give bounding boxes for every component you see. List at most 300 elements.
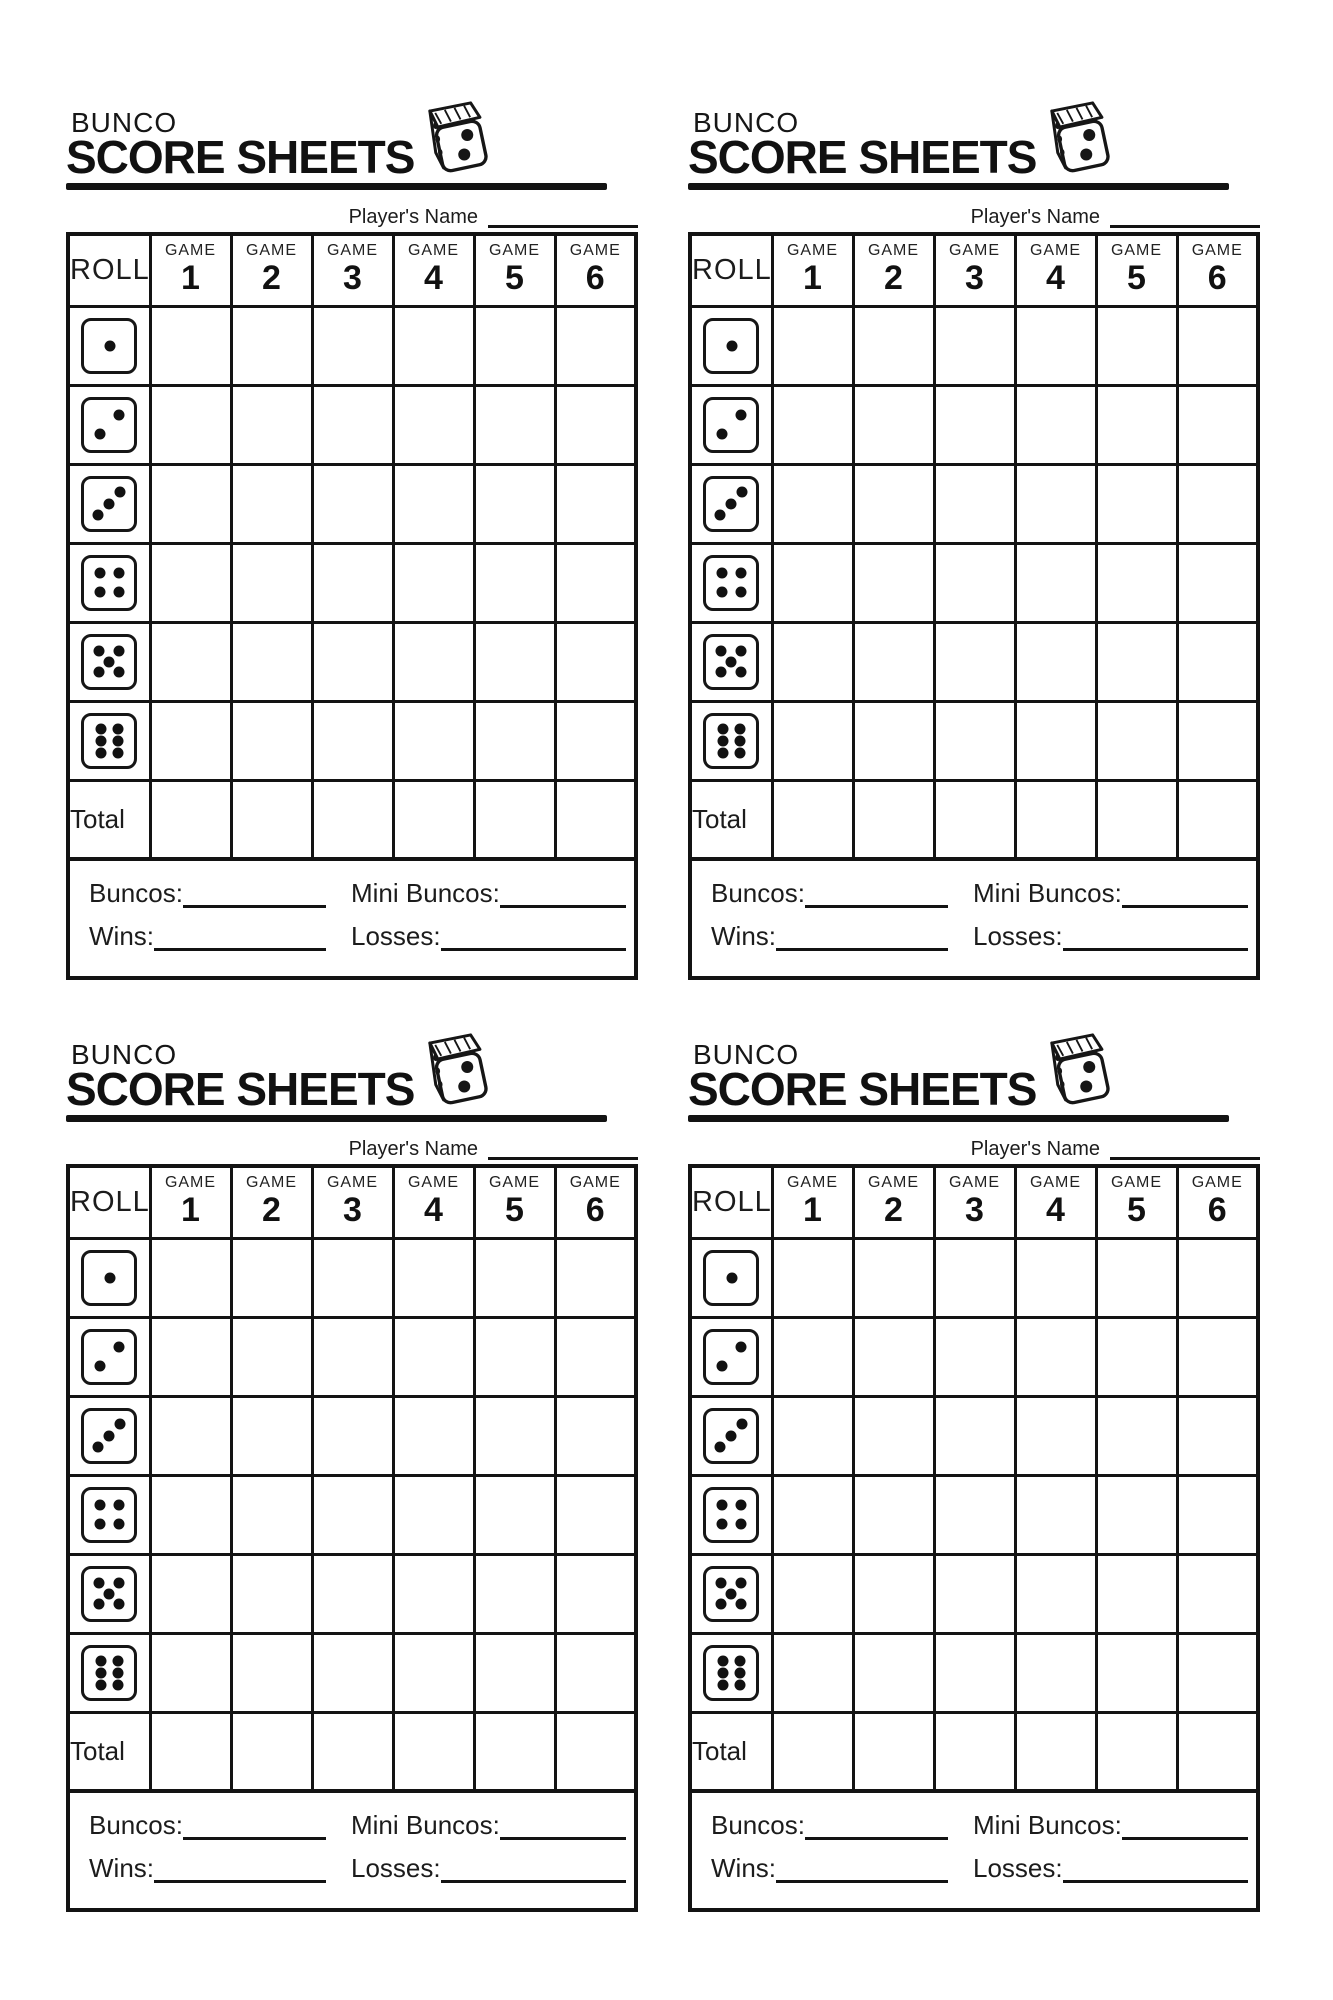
score-cell-die1-game3[interactable] [934,306,1015,385]
title-rule [66,183,607,190]
score-cell-die1-game3[interactable] [312,1238,393,1317]
game-label: GAME [326,1174,379,1191]
player-name-row [66,205,638,228]
die-pip [725,1431,736,1442]
total-cell-game1[interactable] [150,780,231,859]
score-cell-die4-game3[interactable] [934,543,1015,622]
die-pip [95,1667,106,1678]
total-cell-game5[interactable] [1096,780,1177,859]
wins-line[interactable] [154,1859,326,1883]
score-cell-die6-game4[interactable] [393,1633,474,1712]
total-cell-game2[interactable] [853,1712,934,1791]
score-cell-die4-game6[interactable] [1177,543,1258,622]
buncos-line[interactable] [805,1816,948,1840]
game-number: 2 [262,259,281,297]
score-cell-die5-game4[interactable] [1015,622,1096,701]
score-cell-die2-game5[interactable] [1096,385,1177,464]
die-face-3-icon [703,476,759,532]
score-cell-die3-game4[interactable] [1015,464,1096,543]
buncos-field [89,1810,326,1840]
score-cell-die5-game6[interactable] [555,622,636,701]
score-cell-die4-game4[interactable] [1015,1475,1096,1554]
score-cell-die1-game6[interactable] [555,1238,636,1317]
die-pip [734,747,745,758]
score-cell-die3-game4[interactable] [393,464,474,543]
score-cell-die6-game3[interactable] [312,1633,393,1712]
mini-buncos-line[interactable] [1122,884,1248,908]
score-cell-die1-game4[interactable] [393,1238,474,1317]
score-cell-die1-game4[interactable] [1015,306,1096,385]
mini-buncos-field [973,878,1248,908]
score-cell-die3-game3[interactable] [934,464,1015,543]
score-cell-die6-game4[interactable] [1015,1633,1096,1712]
total-cell-game3[interactable] [312,780,393,859]
score-cell-die2-game4[interactable] [393,1317,474,1396]
score-cell-die5-game4[interactable] [393,1554,474,1633]
mini-buncos-label: Mini Buncos: [351,1810,500,1840]
game-number: 4 [1046,1191,1065,1229]
player-name-line[interactable] [488,1142,638,1160]
mini-buncos-line[interactable] [1122,1816,1248,1840]
score-sheet [66,95,638,975]
score-cell-die5-game5[interactable] [1096,1554,1177,1633]
total-cell-game5[interactable] [474,1712,555,1791]
buncos-line[interactable] [183,1816,326,1840]
score-cell-die4-game5[interactable] [1096,1475,1177,1554]
game-header-content [774,236,852,296]
score-cell-die5-game2[interactable] [853,622,934,701]
mini-buncos-line[interactable] [500,884,626,908]
total-cell-game4[interactable] [1015,780,1096,859]
score-cell-die4-game1[interactable] [772,1475,853,1554]
score-table [688,232,1260,861]
game-header-content [1017,1168,1095,1228]
total-cell-game2[interactable] [231,780,312,859]
score-cell-die4-game2[interactable] [231,1475,312,1554]
total-cell-game2[interactable] [853,780,934,859]
score-cell-die2-game2[interactable] [853,385,934,464]
mini-buncos-line[interactable] [500,1816,626,1840]
die-pip [113,1500,124,1511]
score-cell-die6-game5[interactable] [474,701,555,780]
game-header-content [1098,1168,1176,1228]
player-name-line[interactable] [1110,210,1260,228]
score-cell-die1-game1[interactable] [150,1238,231,1317]
roll-cell [68,622,150,701]
die-pip [94,1599,105,1610]
total-cell-game1[interactable] [772,1712,853,1791]
total-cell-game1[interactable] [772,780,853,859]
score-cell-die1-game4[interactable] [1015,1238,1096,1317]
score-cell-die4-game6[interactable] [1177,1475,1258,1554]
total-cell-game6[interactable] [555,780,636,859]
die-6-row [690,701,1258,780]
game-number: 4 [1046,259,1065,297]
score-cell-die4-game3[interactable] [934,1475,1015,1554]
die-pip [95,1655,106,1666]
score-cell-die3-game2[interactable] [231,1396,312,1475]
score-cell-die1-game2[interactable] [231,1238,312,1317]
total-cell-game5[interactable] [474,780,555,859]
game-label: GAME [1110,1174,1163,1191]
score-sheet [688,95,1260,975]
score-cell-die3-game5[interactable] [1096,1396,1177,1475]
player-name-line[interactable] [1110,1142,1260,1160]
die-2-row [68,1317,636,1396]
score-cell-die2-game2[interactable] [853,1317,934,1396]
buncos-line[interactable] [183,884,326,908]
game-header-content [152,1168,230,1228]
game-header-content [1179,1168,1257,1228]
die-6-row [690,1633,1258,1712]
score-cell-die6-game1[interactable] [150,1633,231,1712]
score-cell-die2-game4[interactable] [1015,385,1096,464]
game-label: GAME [569,1174,621,1191]
score-cell-die1-game4[interactable] [393,306,474,385]
game-4-column-header [1015,234,1096,306]
score-cell-die2-game3[interactable] [312,385,393,464]
game-label: GAME [867,1174,920,1191]
losses-field [973,921,1248,951]
total-label: Total [690,780,772,859]
score-cell-die6-game2[interactable] [853,701,934,780]
score-cell-die2-game6[interactable] [1177,1317,1258,1396]
score-cell-die6-game6[interactable] [555,701,636,780]
losses-line[interactable] [441,1859,626,1883]
score-cell-die2-game5[interactable] [474,385,555,464]
score-cell-die2-game2[interactable] [231,1317,312,1396]
score-cell-die2-game6[interactable] [555,385,636,464]
sheet-header [688,95,1260,190]
score-cell-die2-game3[interactable] [934,1317,1015,1396]
score-cell-die1-game5[interactable] [474,1238,555,1317]
total-cell-game2[interactable] [231,1712,312,1791]
score-cell-die1-game3[interactable] [934,1238,1015,1317]
score-cell-die2-game5[interactable] [474,1317,555,1396]
roll-cell [690,1238,772,1317]
score-cell-die3-game6[interactable] [1177,1396,1258,1475]
score-cell-die2-game1[interactable] [772,1317,853,1396]
wins-label: Wins: [89,921,154,951]
score-cell-die6-game3[interactable] [934,1633,1015,1712]
score-cell-die1-game5[interactable] [1096,1238,1177,1317]
score-cell-die2-game2[interactable] [231,385,312,464]
score-cell-die5-game1[interactable] [772,622,853,701]
tally-row1 [711,1810,1248,1840]
score-cell-die1-game6[interactable] [1177,306,1258,385]
die-face-5-icon [703,634,759,690]
game-header-content [233,236,311,296]
score-cell-die5-game4[interactable] [1015,1554,1096,1633]
score-cell-die3-game2[interactable] [231,464,312,543]
game-label: GAME [1191,1174,1243,1191]
score-cell-die3-game6[interactable] [555,464,636,543]
score-cell-die4-game4[interactable] [1015,543,1096,622]
die-pip [735,1341,746,1352]
die-face-3-icon [81,476,137,532]
mini-buncos-label: Mini Buncos: [351,878,500,908]
die-face-6-icon [81,1645,137,1701]
score-cell-die4-game3[interactable] [312,1475,393,1554]
game-header-content [395,1168,473,1228]
total-cell-game4[interactable] [393,780,474,859]
score-cell-die1-game6[interactable] [1177,1238,1258,1317]
score-cell-die5-game1[interactable] [772,1554,853,1633]
die-pip [716,1599,727,1610]
buncos-field [89,878,326,908]
score-cell-die2-game1[interactable] [150,1317,231,1396]
die-face-6-icon [703,1645,759,1701]
score-cell-die2-game6[interactable] [1177,385,1258,464]
die-pip [735,1519,746,1530]
die-3-row [690,464,1258,543]
score-cell-die4-game2[interactable] [853,1475,934,1554]
die-pip [726,656,737,667]
game-header-content [476,1168,554,1228]
player-name-line[interactable] [488,210,638,228]
wins-line[interactable] [776,927,948,951]
player-name-row [688,1137,1260,1160]
roll-cell [690,385,772,464]
score-cell-die3-game1[interactable] [772,1396,853,1475]
score-cell-die6-game6[interactable] [555,1633,636,1712]
die-pip [716,646,727,657]
die-pip [716,1519,727,1530]
wins-line[interactable] [154,927,326,951]
score-cell-die5-game3[interactable] [312,622,393,701]
score-cell-die3-game4[interactable] [393,1396,474,1475]
game-3-column-header [934,234,1015,306]
tally-row2 [711,921,1248,951]
score-cell-die6-game5[interactable] [1096,701,1177,780]
score-cell-die2-game5[interactable] [1096,1317,1177,1396]
score-cell-die6-game5[interactable] [1096,1633,1177,1712]
mini-buncos-field [351,1810,626,1840]
die-pip [734,723,745,734]
buncos-label: Buncos: [711,878,805,908]
score-cell-die6-game4[interactable] [1015,701,1096,780]
score-cell-die2-game3[interactable] [934,385,1015,464]
score-cell-die5-game5[interactable] [1096,622,1177,701]
score-cell-die1-game3[interactable] [312,306,393,385]
total-cell-game6[interactable] [1177,1712,1258,1791]
die-pip [95,747,106,758]
losses-line[interactable] [1063,927,1248,951]
game-label: GAME [1029,1174,1082,1191]
score-cell-die3-game1[interactable] [150,464,231,543]
score-cell-die6-game1[interactable] [772,1633,853,1712]
score-cell-die2-game1[interactable] [150,385,231,464]
die-pip [94,587,105,598]
sheet-grid [66,95,1260,1907]
score-cell-die4-game5[interactable] [474,1475,555,1554]
score-cell-die6-game6[interactable] [1177,1633,1258,1712]
losses-label: Losses: [973,921,1063,951]
score-cell-die3-game2[interactable] [853,464,934,543]
die-5-row [68,622,636,701]
game-number: 4 [424,259,443,297]
score-cell-die2-game6[interactable] [555,1317,636,1396]
score-cell-die6-game1[interactable] [772,701,853,780]
score-cell-die2-game4[interactable] [1015,1317,1096,1396]
roll-column-header: ROLL [68,1166,150,1238]
game-number: 6 [585,259,605,297]
score-cell-die4-game6[interactable] [555,1475,636,1554]
die-face-4-icon [703,1487,759,1543]
score-cell-die1-game5[interactable] [474,306,555,385]
die-pip [112,1655,123,1666]
score-cell-die6-game5[interactable] [474,1633,555,1712]
game-number: 5 [505,1191,524,1229]
game-header-content [774,1168,852,1228]
score-cell-die1-game5[interactable] [1096,306,1177,385]
die-4-row [68,1475,636,1554]
score-cell-die3-game5[interactable] [474,1396,555,1475]
tilted-die-two-icon [414,1031,492,1115]
game-number: 3 [343,1191,362,1229]
score-cell-die5-game5[interactable] [474,622,555,701]
mini-buncos-label: Mini Buncos: [973,878,1122,908]
score-cell-die5-game2[interactable] [853,1554,934,1633]
score-cell-die5-game3[interactable] [934,1554,1015,1633]
score-cell-die6-game1[interactable] [150,701,231,780]
score-cell-die5-game2[interactable] [231,1554,312,1633]
score-cell-die3-game6[interactable] [555,1396,636,1475]
score-cell-die6-game2[interactable] [853,1633,934,1712]
score-cell-die1-game1[interactable] [772,306,853,385]
score-cell-die3-game3[interactable] [312,464,393,543]
score-cell-die3-game4[interactable] [1015,1396,1096,1475]
game-4-column-header [393,234,474,306]
die-pip [94,1519,105,1530]
game-number: 1 [181,259,200,297]
score-cell-die3-game2[interactable] [853,1396,934,1475]
game-3-column-header [934,1166,1015,1238]
score-cell-die4-game4[interactable] [393,1475,474,1554]
score-cell-die1-game2[interactable] [231,306,312,385]
game-label: GAME [569,242,621,259]
die-face-3-icon [81,1408,137,1464]
score-cell-die3-game1[interactable] [150,1396,231,1475]
score-cell-die4-game5[interactable] [474,543,555,622]
score-cell-die5-game3[interactable] [312,1554,393,1633]
score-cell-die5-game3[interactable] [934,622,1015,701]
die-1-row [68,1238,636,1317]
score-cell-die2-game4[interactable] [393,385,474,464]
die-4-row [690,543,1258,622]
total-cell-game6[interactable] [1177,780,1258,859]
score-cell-die6-game2[interactable] [231,1633,312,1712]
losses-line[interactable] [441,927,626,951]
losses-line[interactable] [1063,1859,1248,1883]
total-cell-game6[interactable] [555,1712,636,1791]
score-cell-die4-game1[interactable] [150,543,231,622]
score-cell-die5-game6[interactable] [1177,1554,1258,1633]
sheet-title: SCORE SHEETS [66,131,415,183]
die-face-4-icon [703,555,759,611]
buncos-field [711,878,948,908]
score-cell-die5-game4[interactable] [393,622,474,701]
score-cell-die3-game1[interactable] [772,464,853,543]
score-cell-die1-game2[interactable] [853,306,934,385]
score-cell-die1-game1[interactable] [772,1238,853,1317]
score-cell-die5-game6[interactable] [1177,622,1258,701]
score-cell-die1-game1[interactable] [150,306,231,385]
score-cell-die5-game6[interactable] [555,1554,636,1633]
die-face-4-icon [81,555,137,611]
die-pip [105,1272,116,1283]
roll-column-header: ROLL [68,234,150,306]
score-cell-die4-game5[interactable] [1096,543,1177,622]
die-pip [113,568,124,579]
total-cell-game4[interactable] [393,1712,474,1791]
score-cell-die4-game1[interactable] [772,543,853,622]
score-cell-die4-game2[interactable] [853,543,934,622]
score-cell-die5-game1[interactable] [150,622,231,701]
score-cell-die3-game5[interactable] [1096,464,1177,543]
total-cell-game3[interactable] [312,1712,393,1791]
score-cell-die2-game3[interactable] [312,1317,393,1396]
score-cell-die4-game3[interactable] [312,543,393,622]
die-pip [94,646,105,657]
game-label: GAME [867,242,920,259]
table-header-row [68,1166,636,1238]
wins-line[interactable] [776,1859,948,1883]
score-cell-die5-game5[interactable] [474,1554,555,1633]
total-cell-game5[interactable] [1096,1712,1177,1791]
die-pip [717,1655,728,1666]
total-cell-game3[interactable] [934,1712,1015,1791]
die-pip [114,646,125,657]
total-cell-game4[interactable] [1015,1712,1096,1791]
score-cell-die1-game6[interactable] [555,306,636,385]
game-header-content [1179,236,1257,296]
die-pip [727,1272,738,1283]
score-cell-die3-game3[interactable] [934,1396,1015,1475]
roll-cell [690,543,772,622]
roll-cell [68,1633,150,1712]
score-cell-die3-game6[interactable] [1177,464,1258,543]
score-cell-die5-game2[interactable] [231,622,312,701]
score-cell-die4-game1[interactable] [150,1475,231,1554]
score-cell-die3-game3[interactable] [312,1396,393,1475]
die-pip [717,1679,728,1690]
game-2-column-header [231,1166,312,1238]
total-row [68,780,636,859]
score-cell-die6-game3[interactable] [312,701,393,780]
total-cell-game1[interactable] [150,1712,231,1791]
score-cell-die6-game2[interactable] [231,701,312,780]
player-name-label: Player's Name [970,206,1100,228]
score-cell-die3-game5[interactable] [474,464,555,543]
die-pip [717,1667,728,1678]
game-4-column-header [1015,1166,1096,1238]
score-cell-die4-game6[interactable] [555,543,636,622]
score-cell-die6-game3[interactable] [934,701,1015,780]
score-cell-die4-game4[interactable] [393,543,474,622]
score-cell-die2-game1[interactable] [772,385,853,464]
game-header-content [1098,236,1176,296]
buncos-line[interactable] [805,884,948,908]
score-cell-die6-game6[interactable] [1177,701,1258,780]
score-cell-die5-game1[interactable] [150,1554,231,1633]
total-cell-game3[interactable] [934,780,1015,859]
score-cell-die6-game4[interactable] [393,701,474,780]
die-pip [94,667,105,678]
die-face-2-icon [703,1329,759,1385]
score-cell-die4-game2[interactable] [231,543,312,622]
score-cell-die1-game2[interactable] [853,1238,934,1317]
